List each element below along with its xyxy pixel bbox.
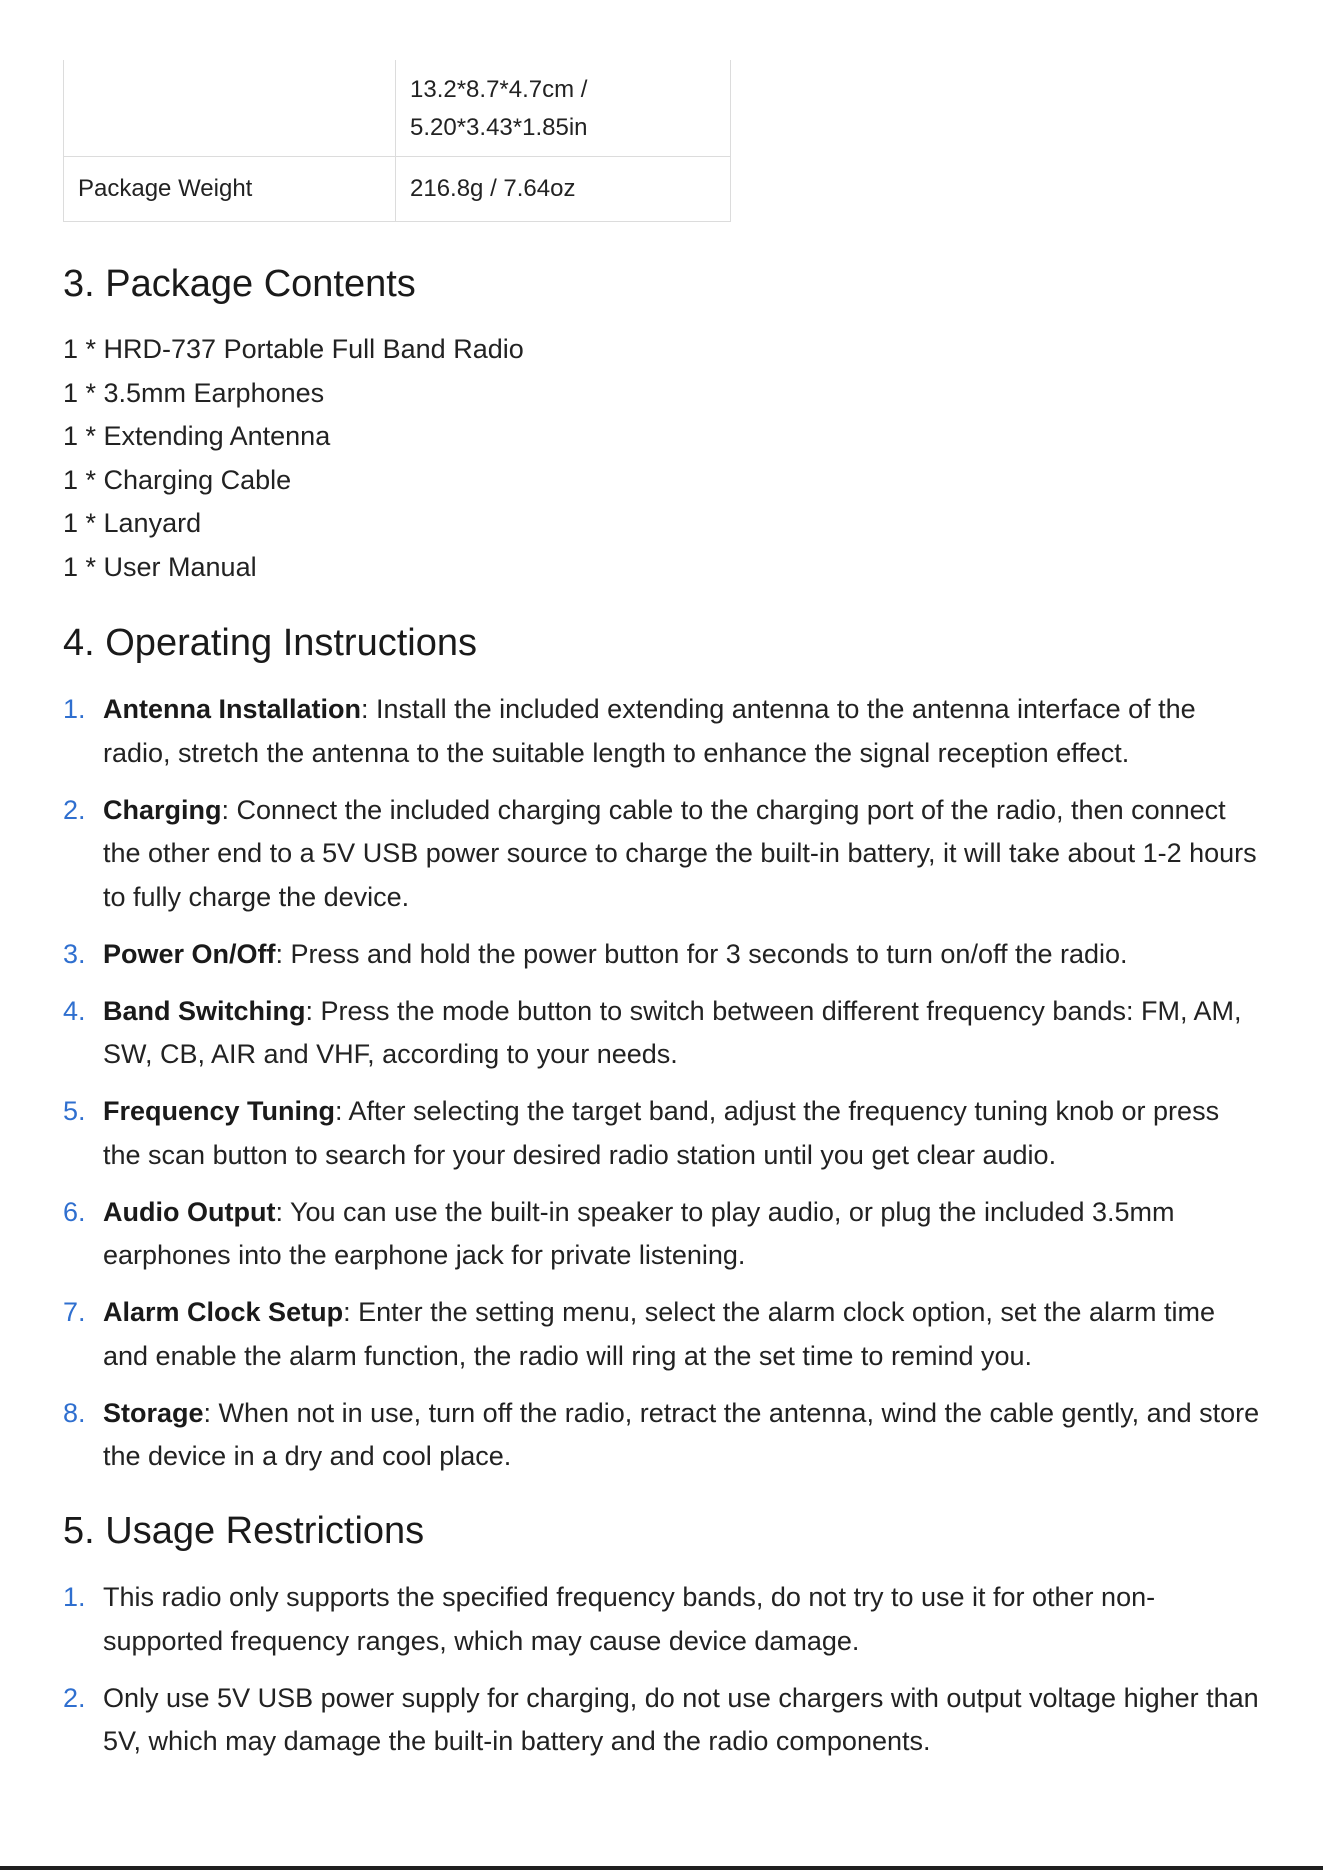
section-heading-usage-restrictions: 5. Usage Restrictions: [63, 1510, 425, 1552]
step-text: : Install the included extending antenna to the antenna interface of the radio, stretch the antenna to the suitable length to enhance the signal reception effect.: [103, 694, 1196, 768]
bottom-border: [0, 1866, 1323, 1870]
step-title: Band Switching: [103, 995, 306, 1026]
step-title: Power On/Off: [103, 938, 276, 969]
package-contents-list: [63, 328, 524, 589]
list-item: 1 * User Manual: [63, 551, 257, 582]
step-text: : You can use the built-in speaker to play audio, or plug the included 3.5mm earphones into the earphone jack for private listening.: [103, 1196, 1175, 1270]
step-title: Antenna Installation: [103, 694, 362, 724]
list-item: 1 * HRD-737 Portable Full Band Radio: [63, 334, 524, 364]
list-item: 1 * 3.5mm Earphones: [63, 377, 325, 408]
list-number: 5.: [63, 1096, 86, 1126]
list-number: 4.: [63, 995, 86, 1026]
step-title: Alarm Clock Setup: [103, 1297, 344, 1327]
spec-value-line: 5.20*3.43*1.85in: [410, 114, 588, 141]
spec-table-container: [63, 60, 731, 222]
list-item: [63, 1392, 1263, 1479]
step-title: Frequency Tuning: [103, 1096, 336, 1126]
list-number: 6.: [63, 1196, 86, 1227]
spec-table: [63, 60, 731, 222]
list-item: 1 * Extending Antenna: [63, 421, 331, 451]
step-title: Charging: [103, 794, 222, 825]
list-number: 2.: [63, 794, 86, 825]
list-item: [63, 789, 1263, 920]
list-item: [63, 990, 1263, 1077]
list-item: [63, 1191, 1263, 1278]
spec-value-line: 13.2*8.7*4.7cm /: [410, 76, 588, 103]
step-title: Storage: [103, 1397, 204, 1428]
step-text: : Connect the included charging cable to the charging port of the radio, then connect the other end to a 5V USB power source to charge the built-in battery, it will take about 1-2 hours to fully charge the device.: [103, 794, 1257, 912]
list-item: 1 * Charging Cable: [63, 464, 292, 495]
list-number: 1.: [63, 1582, 86, 1612]
list-item: [63, 1291, 1263, 1378]
restriction-text: Only use 5V USB power supply for charging, do not use chargers with output voltage higher than 5V, which may damage the built-in battery and the radio components.: [103, 1682, 1259, 1756]
section-heading-package-contents: 3. Package Contents: [63, 263, 416, 305]
table-row: [64, 60, 731, 157]
list-item: [63, 688, 1263, 775]
step-text: : When not in use, turn off the radio, retract the antenna, wind the cable gently, and store the device in a dry and cool place.: [103, 1397, 1260, 1471]
list-number: 3.: [63, 938, 86, 969]
restriction-text: This radio only supports the specified frequency bands, do not try to use it for other non-supported frequency ranges, which may cause device damage.: [103, 1582, 1156, 1656]
list-item: [63, 1677, 1263, 1764]
step-text: : Press the mode button to switch between different frequency bands: FM, AM, SW, CB, AIR and VHF, according to your needs.: [103, 995, 1242, 1069]
list-item: 1 * Lanyard: [63, 508, 202, 538]
spec-label-cell: [64, 60, 396, 157]
step-text: : Press and hold the power button for 3 seconds to turn on/off the radio.: [275, 938, 1128, 969]
list-item: [63, 1576, 1263, 1663]
spec-value-cell: [396, 60, 731, 157]
table-row: [64, 157, 731, 222]
spec-label-cell: Package Weight: [64, 157, 396, 222]
list-item: [63, 1090, 1263, 1177]
list-number: 2.: [63, 1682, 86, 1713]
list-item: [63, 933, 1263, 977]
list-number: 8.: [63, 1397, 86, 1428]
spec-value-cell: 216.8g / 7.64oz: [396, 157, 731, 222]
list-number: 7.: [63, 1297, 86, 1327]
step-text: : After selecting the target band, adjust the frequency tuning knob or press the scan button to search for your desired radio station until you get clear audio.: [103, 1096, 1220, 1170]
step-text: : Enter the setting menu, select the alarm clock option, set the alarm time and enable the alarm function, the radio will ring at the set time to remind you.: [103, 1297, 1215, 1371]
usage-restrictions-list: [63, 1576, 1263, 1777]
list-number: 1.: [63, 694, 86, 724]
step-title: Audio Output: [103, 1196, 276, 1227]
section-heading-operating-instructions: 4. Operating Instructions: [63, 622, 477, 664]
operating-instructions-list: [63, 688, 1263, 1492]
